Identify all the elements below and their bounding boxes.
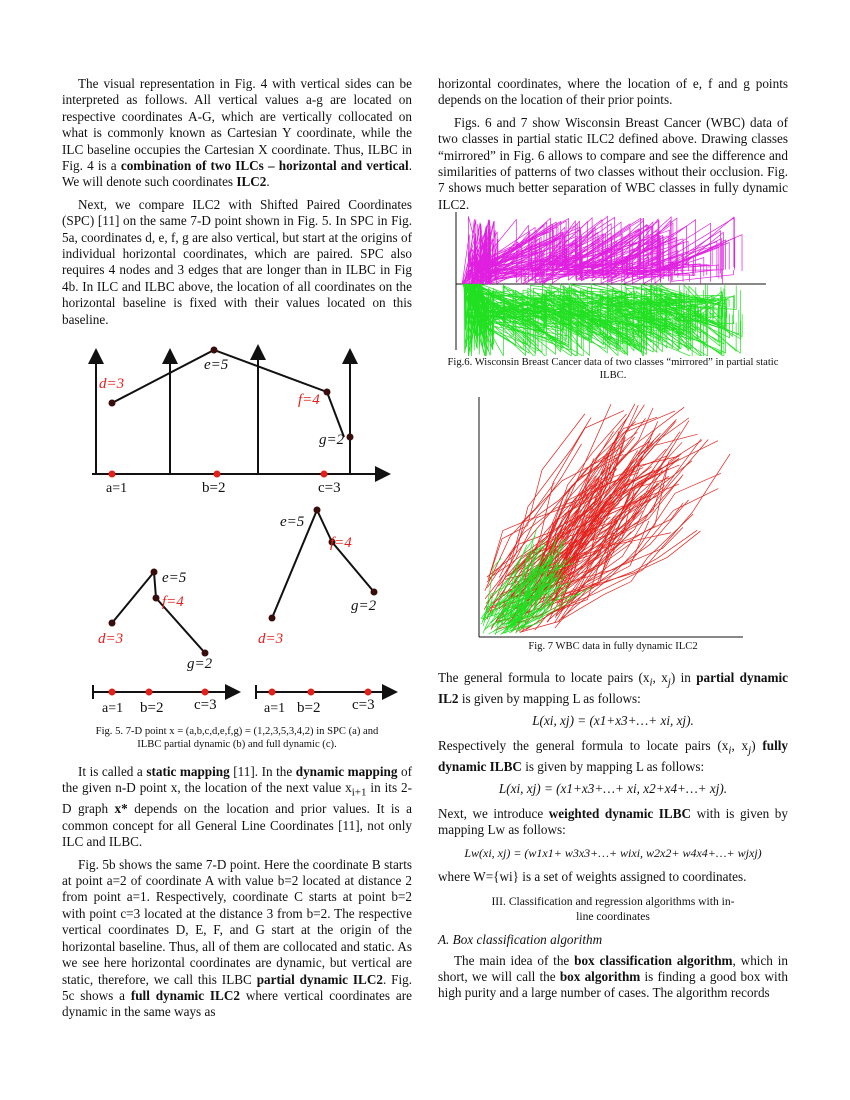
label-d3-b: d=3 bbox=[98, 631, 124, 647]
fig5-bottom-baselines bbox=[92, 685, 394, 716]
label-a1-b: a=1 bbox=[102, 701, 124, 716]
label-g2-b: g=2 bbox=[187, 656, 213, 672]
paragraph-horizontal-coords: horizontal coordinates, where the location of e, f and g points depends on the location of their prior points. bbox=[438, 76, 788, 108]
paragraph-fig5b: Fig. 5b shows the same 7-D point. Here the coordinate B starts at point a=2 of coordinate A with value b=2 located at distance 2 from point a=1. Respectively, coordinate C starts at point b=2 with point c=3 located at the distance 3 from b=2. The respective vertical coordinates D, E, F, and G start at the origin of the horizontal baseline. Thus, all of them are collocated and static. As we see here horizontal coordinates are dynamic, but vertical are static, therefore, we call this ILBC partial dynamic ILC2. Fig. 5c shows a full dynamic ILC2 where vertical coordinates are dynamic in the same ways as bbox=[62, 856, 413, 1020]
label-g2-a: g=2 bbox=[319, 432, 345, 448]
fig6-caption: Fig.6. Wisconsin Breast Cancer data of two classes “mirrored” in partial static ILBC. bbox=[447, 357, 779, 381]
fig5c-full-dynamic bbox=[258, 507, 378, 648]
equation-1: L(xi, xj) = (x1+x3+…+ xi, xj). bbox=[532, 713, 694, 729]
fig5a-spc bbox=[92, 347, 387, 497]
paragraph-weights: where W={wi} is a set of weights assigned to coordinates. bbox=[438, 868, 747, 884]
left-column-top bbox=[62, 76, 412, 334]
label-f4-b: f=4 bbox=[162, 594, 184, 610]
label-f4-a: f=4 bbox=[298, 392, 320, 408]
label-d3-a: d=3 bbox=[99, 376, 125, 392]
paragraph-ilc2-intro: The visual representation in Fig. 4 with vertical sides can be interpreted as follows. All vertical values a-g are located on respective coordinates A-G, which are vertically collocated on what is commonly known as Cartesian Y coordinate, while the ILC baseline occupies the Cartesian X coordinate. Thus, ILBC in Fig. 4 is a combination of two ILCs – horizontal and vertical. We will denote such coordinates ILC2. bbox=[62, 76, 412, 190]
right-column-top bbox=[438, 76, 788, 219]
figure-5 bbox=[62, 340, 412, 720]
label-b2-c: b=2 bbox=[297, 700, 321, 716]
fig7-caption: Fig. 7 WBC data in fully dynamic ILC2 bbox=[528, 641, 698, 652]
subsection-heading: A. Box classification algorithm bbox=[438, 932, 603, 948]
label-b2-a: b=2 bbox=[202, 480, 226, 496]
equation-3: Lw(xi, xj) = (w1x1+ w3x3+…+ wixi, w2x2+ w4x4+…+ wjxj) bbox=[464, 845, 762, 860]
label-d3-c: d=3 bbox=[258, 631, 284, 647]
section-heading: III. Classification and regression algorithms with in- line coordinates bbox=[491, 895, 735, 923]
paragraph-fully-formula: Respectively the general formula to locate pairs ($x_i$, $x_j$) fully dynamic ILBC is given by mapping L as follows: bbox=[438, 737, 788, 774]
right-column-bottom bbox=[438, 670, 788, 1008]
label-f4-c: f=4 bbox=[330, 535, 352, 551]
label-c3-c: c=3 bbox=[352, 697, 375, 713]
label-b2-b: b=2 bbox=[140, 700, 164, 716]
fig5-caption: Fig. 5. 7-D point x = (a,b,c,d,e,f,g) = (1,2,3,5,3,4,2) in SPC (a) and ILBC partial dynamic (b) and full dynamic (c). bbox=[95, 726, 379, 750]
label-c3-a: c=3 bbox=[318, 480, 341, 496]
label-g2-c: g=2 bbox=[351, 598, 377, 614]
label-e5-a: e=5 bbox=[204, 357, 229, 373]
label-e5-c: e=5 bbox=[280, 514, 305, 530]
paragraph-partial-formula: The general formula to locate pairs ($x_i$, $x_j$) in partial dynamic IL2 is given by mapping L as follows: bbox=[438, 670, 789, 707]
fig5b-partial-dynamic bbox=[98, 569, 213, 673]
left-column-bottom bbox=[62, 764, 412, 1027]
paragraph-weighted: Next, we introduce weighted dynamic ILBC with is given by mapping Lw as follows: bbox=[438, 805, 788, 838]
paragraph-static-dynamic: It is called a static mapping [11]. In the dynamic mapping of the given n-D point x, the location of the next value $x_{i+1}$ in its 2-D graph x* depends on the location and prior values. It is a common concept for all General Line Coordinates [11], not only ILC and ILBC. bbox=[62, 764, 413, 850]
paragraph-figs-6-7: Figs. 6 and 7 show Wisconsin Breast Cancer (WBC) data of two classes in partial static ILC2 defined above. Drawing classes “mirrored” in Fig. 6 allows to compare and see the difference and similarities of patterns of two classes without their occlusion. Fig. 7 shows much better separation of WBC classes in fully dynamic ILC2. bbox=[438, 114, 788, 212]
label-c3-b: c=3 bbox=[194, 697, 217, 713]
label-a1-a: a=1 bbox=[106, 481, 128, 496]
figure-6 bbox=[448, 210, 788, 356]
label-a1-c: a=1 bbox=[264, 701, 286, 716]
paragraph-spc-compare: Next, we compare ILC2 with Shifted Paired Coordinates (SPC) [11] on the same 7-D point shown in Fig. 5. In SPC in Fig. 5a, coordinates d, e, f, g are also vertical, but start at the origins of individual horizontal coordinates, which are paired. SPC also requires 4 nodes and 3 edges that are longer than in ILBC in Fig 4b. In ILC and ILBC above, the location of all coordinates on the horizontal baseline is fixed with their values located on this baseline. bbox=[62, 196, 412, 327]
equation-2: L(xi, xj) = (x1+x3+…+ xi, x2+x4+…+ xj). bbox=[498, 781, 728, 797]
paragraph-box-algorithm: The main idea of the box classification algorithm, which in short, we will call the box algorithm is finding a good box with high purity and a large number of cases. The algorithm records bbox=[438, 952, 788, 1001]
figure-7 bbox=[475, 395, 745, 640]
label-e5-b: e=5 bbox=[162, 570, 187, 586]
